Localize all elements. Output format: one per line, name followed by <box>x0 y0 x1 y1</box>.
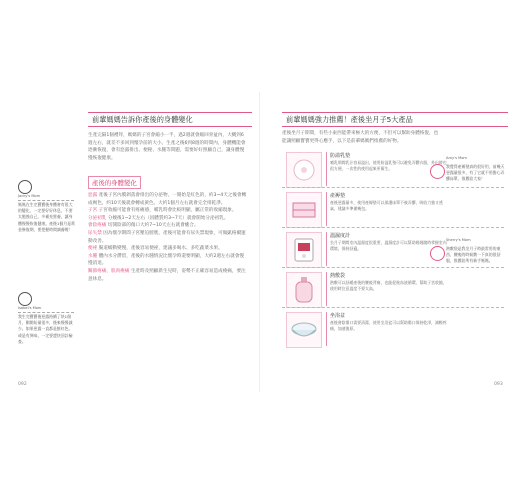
divider <box>282 187 504 188</box>
term-desc: 腸道蠕動變慢，產後容易便祕，建議多喝水、多吃蔬菜水果。 <box>98 246 223 252</box>
page-number: 092 <box>18 382 27 387</box>
note-label: Amy's Mom <box>446 156 467 160</box>
term-desc: 體內水分滯留，產後的水腫情況比懷孕時還要明顯，大約2週左右就會慢慢消退。 <box>88 253 245 267</box>
term: 會陰疼痛 <box>88 223 107 229</box>
product-title: 坐浴盆 <box>330 313 346 319</box>
list-item <box>88 245 248 253</box>
side-note: 媽媽在生完寶寶後身體會有很大的變化，一定要好好休息，不要太勉強自己，多補充營養，讓身體慢慢恢復健康。產後1個月是黃金修復期，要把握時間調養喔！ <box>18 202 75 232</box>
term: 分泌初乳 <box>88 215 107 221</box>
term: 關節疼痛、肌肉痠痛 <box>88 268 130 274</box>
list-item <box>88 207 248 215</box>
left-page-header: 前輩媽媽告訴你產後的身體變化 <box>88 112 252 127</box>
term-desc: 切開陰部的傷口大約7~10天左右就會癒合。 <box>107 223 199 229</box>
divider <box>18 200 74 201</box>
side-note: 我覺得產褥墊真的很好用，前幾天惡露量很多，有了它就不用擔心弄髒床單，推薦給大家！ <box>446 164 505 182</box>
recommend-stamp-icon <box>430 246 445 261</box>
product-desc: 坐月子期間室內溫濕度很重要，溫濕度計可以幫助媽媽隨時掌握室內環境，保持舒適。 <box>330 240 447 251</box>
product-desc: 哺乳期間乳汁容易溢出，使用防溢乳墊可以避免弄髒衣服，外出時也很方便，一次性的使用起來更衛生。 <box>330 160 447 171</box>
right-page-header: 前輩媽媽強力推薦！產後坐月子5大產品 <box>282 112 508 127</box>
divider <box>326 272 327 306</box>
product-row <box>282 190 504 228</box>
product-title: 熱敷袋 <box>330 273 346 279</box>
thermometer-icon <box>286 232 322 268</box>
divider <box>326 232 327 266</box>
product-title: 產褥墊 <box>330 193 346 199</box>
note-label: Isabel's Mom <box>18 306 42 310</box>
right-page <box>260 92 520 392</box>
term-desc: 子宮收縮可能會有疼痛感，哺乳時會比較明顯，屬正常的收縮現象。 <box>98 208 237 214</box>
list-item <box>88 222 248 230</box>
divider <box>326 312 327 346</box>
product-desc: 熱敷可以舒緩產後的腰痠背痛，也能促進血液循環，幫助子宮收縮，使用時注意溫度不要太高。 <box>330 280 447 291</box>
body-changes-subtitle <box>88 176 141 189</box>
mom-avatar-icon <box>18 292 32 306</box>
term-desc: 因為懷孕期間子宮壓迫膀胱，產後可能會有尿失禁現象，可做凱格爾運動改善。 <box>88 230 246 244</box>
list-item <box>88 230 248 245</box>
side-note: 我生完寶寶後惡露持續了快1個月，剛開始量很多，後來慢慢減少。如果惡露一直都是鮮紅色，或是有異味，一定要趕快回診檢查。 <box>18 314 73 344</box>
mom-avatar-icon <box>18 180 32 194</box>
term-desc: 生產時及照顧新生兒時，姿勢不正確容易造成痠痛，要注意休息。 <box>88 268 246 282</box>
left-intro: 生產完隔1個禮拜，媽媽的子宮會縮小一半，過2週就會縮回骨盆內，大概到6週左右，就差不多回到懷孕前的大小。生產之後6到8週的時間內，身體機能會逐漸恢復，會有惡露排出、便秘、水腫等問題，需要好好照顧自己，讓身體慢慢恢復健康。 <box>88 133 246 161</box>
note-label: Jacky's Mom <box>18 194 41 198</box>
list-item <box>88 192 248 207</box>
list-item <box>88 253 248 268</box>
product-row <box>282 310 504 348</box>
divider <box>326 192 327 226</box>
list-item <box>88 215 248 223</box>
page-number: 093 <box>494 382 503 387</box>
term: 惡露 <box>88 193 98 198</box>
term: 子宮 <box>88 208 98 214</box>
divider <box>326 152 327 186</box>
sitz-bath-icon <box>286 312 322 348</box>
right-intro: 產後坐月子期間，有些小東西能帶來極大的方便，不但可以幫助身體恢復，也能讓照顧寶寶更得心應手，以下是前輩媽媽們推薦的好物。 <box>282 131 439 144</box>
term: 水腫 <box>88 253 98 259</box>
divider <box>282 267 504 268</box>
list-item <box>88 268 248 283</box>
term-desc: 分娩後1~2天左右（因體質約3~7天）就會開始分泌初乳。 <box>107 215 229 221</box>
product-desc: 產後惡露量多，使用產褥墊可以保護床單不被弄髒，吸收力強又透氣，建議多準備幾包。 <box>330 200 443 211</box>
subtitle-text: 產後的身體變化 <box>92 179 137 187</box>
product-title: 防溢乳墊 <box>330 153 351 159</box>
recommend-stamp-icon <box>430 164 445 179</box>
term: 尿失禁 <box>88 230 102 236</box>
divider <box>282 227 504 228</box>
product-row <box>282 270 504 308</box>
product-desc: 產後會陰傷口需要清潔，使用坐浴盆可以幫助傷口保持乾淨，減輕疼痛，加速復原。 <box>330 320 447 331</box>
left-page <box>0 92 260 392</box>
hot-water-bottle-icon <box>286 272 322 308</box>
term-desc: 產後子宮內膜剝落會排出的分泌物，一開始是紅色的，約3~4天之後會轉成褐色，約10天後就會轉成黃色，大約1個月左右就會完全排乾淨。 <box>88 193 247 206</box>
note-label: Sherry's Mom <box>446 238 471 242</box>
breast-pad-icon <box>286 152 322 188</box>
term: 便祕 <box>88 246 98 252</box>
divider <box>282 307 504 308</box>
maternity-pad-icon <box>286 192 322 228</box>
divider <box>18 312 74 313</box>
side-note: 熱敷袋是我坐月子時最常用的東西，腰痠的時候敷一下真的很舒服，推薦給所有新手媽媽。 <box>446 246 501 264</box>
body-changes-list <box>88 192 248 283</box>
product-title: 溫濕度計 <box>330 233 351 239</box>
